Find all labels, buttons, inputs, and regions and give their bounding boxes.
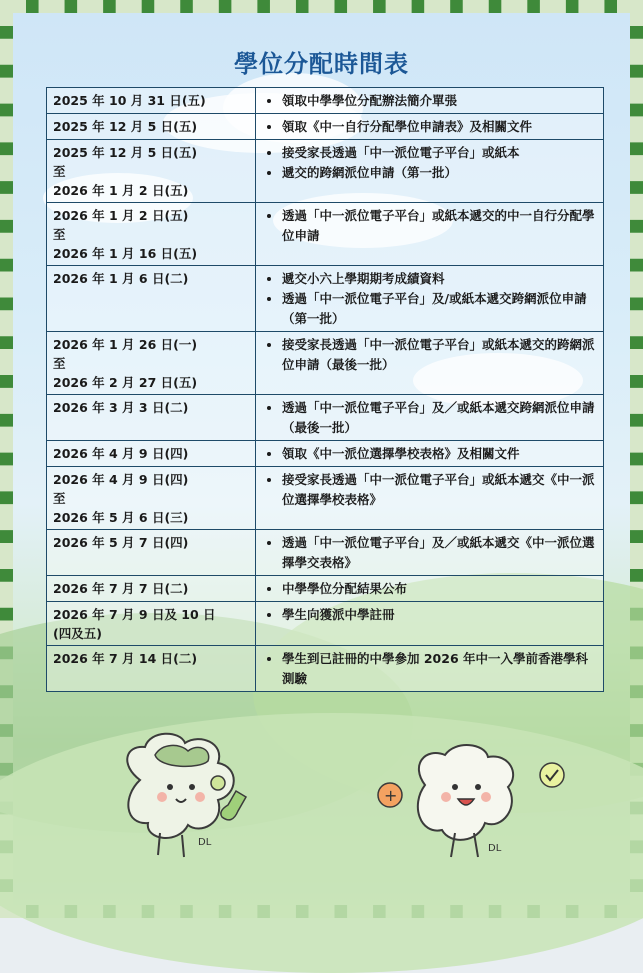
event-cell [256,114,604,140]
event-cell [256,602,604,646]
date-cell [47,646,256,692]
schedule-row [47,88,604,114]
schedule-row [47,332,604,395]
right-signature: DL [488,843,502,854]
event-list [262,269,597,329]
event-list [262,206,597,246]
event-item: • 領取《中一自行分配學位申請表》及相關文件 [282,117,597,137]
event-list [262,335,597,375]
schedule-row [47,114,604,140]
date-cell [47,467,256,530]
date-text: 2026 年 5 月 6 日(三) [53,510,189,525]
event-list [262,579,597,599]
event-item: • 透過「中一派位電子平台」及／或紙本遞交跨網派位申請（最後一批） [282,398,597,438]
event-list [262,117,597,137]
event-list [262,91,597,111]
date-text: 2026 年 1 月 26 日(一) [53,337,198,352]
date-text: 2026 年 5 月 7 日(四) [53,535,189,550]
date-text: 2025 年 12 月 5 日(五) [53,119,198,134]
event-list [262,470,597,510]
schedule-row [47,602,604,646]
event-list [262,398,597,438]
event-cell [256,88,604,114]
date-cell [47,203,256,266]
event-item: • 遞交小六上學期期考成績資料 [282,269,597,289]
schedule-row [47,395,604,441]
schedule-row [47,576,604,602]
event-item: • 透過「中一派位電子平台」及／或紙本遞交《中一派位選擇學交表格》 [282,533,597,573]
date-text: 至 [53,356,66,371]
schedule-row [47,203,604,266]
event-item: • 接受家長透過「中一派位電子平台」或紙本遞交的跨網派位申請（最後一批） [282,335,597,375]
event-list [262,605,597,625]
event-cell [256,203,604,266]
date-text: 2026 年 1 月 2 日(五) [53,183,189,198]
event-cell [256,332,604,395]
date-text: 至 [53,491,66,506]
date-cell [47,576,256,602]
schedule-row [47,646,604,692]
event-cell [256,441,604,467]
schedule-row [47,441,604,467]
event-item: • 領取《中一派位選擇學校表格》及相關文件 [282,444,597,464]
event-cell [256,646,604,692]
date-cell [47,441,256,467]
event-cell [256,576,604,602]
event-item: • 領取中學學位分配辦法簡介單張 [282,91,597,111]
date-text: 至 [53,227,66,242]
schedule-row [47,467,604,530]
event-cell [256,395,604,441]
date-text: 2026 年 1 月 6 日(二) [53,271,189,286]
date-text: 至 [53,164,66,179]
event-cell [256,266,604,332]
schedule-row [47,266,604,332]
event-item: • 學生向獲派中學註冊 [282,605,597,625]
event-list [262,649,597,689]
plus-icon: + [384,786,398,805]
event-item: • 透過「中一派位電子平台」及/或紙本遞交跨網派位申請（第一批） [282,289,597,329]
date-cell [47,332,256,395]
event-item: • 接受家長透過「中一派位電子平台」或紙本 [282,143,597,163]
date-text: 2026 年 2 月 27 日(五) [53,375,198,390]
page-title: 學位分配時間表 [234,50,409,78]
event-cell [256,530,604,576]
event-cell [256,467,604,530]
date-text: 2026 年 3 月 3 日(二) [53,400,189,415]
date-text: 2025 年 12 月 5 日(五) [53,145,198,160]
date-cell [47,266,256,332]
schedule-row [47,140,604,203]
schedule-row [47,530,604,576]
date-text: 2026 年 4 月 9 日(四) [53,472,189,487]
date-text: 2026 年 7 月 9 日及 10 日 [53,607,216,622]
event-item: • 接受家長透過「中一派位電子平台」或紙本遞交《中一派位選擇學校表格》 [282,470,597,510]
right-cartoon-character [370,735,570,865]
date-text: 2026 年 7 月 14 日(二) [53,651,198,666]
date-text: (四及五) [53,626,102,641]
event-list [262,444,597,464]
date-cell [47,114,256,140]
event-list [262,143,597,183]
date-text: 2026 年 4 月 9 日(四) [53,446,189,461]
left-cartoon-character [100,725,270,865]
event-item: • 透過「中一派位電子平台」或紙本遞交的中一自行分配學位申請 [282,206,597,246]
date-text: 2026 年 7 月 7 日(二) [53,581,189,596]
schedule-table [46,87,604,692]
date-cell [47,88,256,114]
date-cell [47,530,256,576]
date-cell [47,395,256,441]
date-text: 2026 年 1 月 16 日(五) [53,246,198,261]
date-cell [47,602,256,646]
left-signature: DL [198,837,212,848]
date-text: 2026 年 1 月 2 日(五) [53,208,189,223]
event-item: • 遞交的跨網派位申請（第一批） [282,163,597,183]
date-cell [47,140,256,203]
event-list [262,533,597,573]
date-text: 2025 年 10 月 31 日(五) [53,93,206,108]
event-cell [256,140,604,203]
event-item: • 中學學位分配結果公布 [282,579,597,599]
event-item: • 學生到已註冊的中學參加 2026 年中一入學前香港學科測驗 [282,649,597,689]
